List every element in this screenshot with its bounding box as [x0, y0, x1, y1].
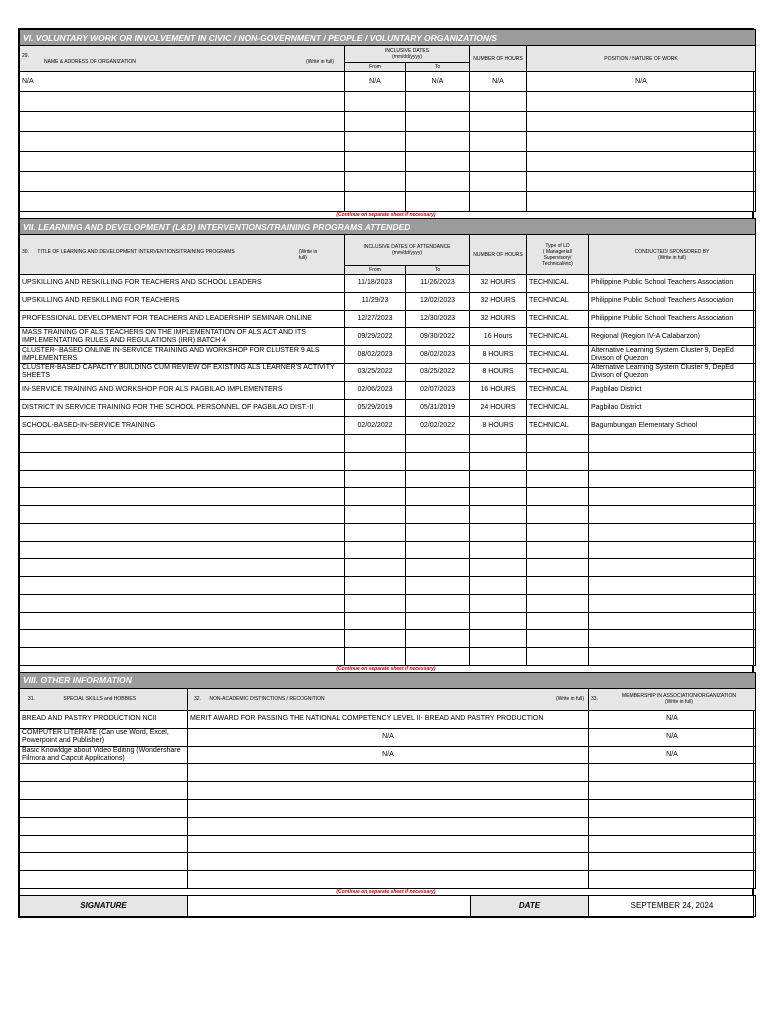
type-cell[interactable]: [527, 577, 589, 595]
org-cell[interactable]: [20, 112, 345, 132]
to-cell[interactable]: [406, 435, 470, 453]
voluntary-org-header: [20, 46, 345, 72]
to-cell[interactable]: 03/25/2022: [406, 363, 470, 381]
type-cell[interactable]: [527, 435, 589, 453]
type-cell[interactable]: TECHNICAL: [527, 346, 589, 364]
from-cell[interactable]: [345, 452, 406, 470]
table-row: [20, 630, 756, 648]
hours-cell[interactable]: [470, 452, 527, 470]
distinction-cell[interactable]: N/A: [188, 746, 589, 764]
sponsor-label: CONDUCTED/ SPONSORED BY: [634, 248, 710, 255]
sponsor-cell[interactable]: Pagbilao District: [589, 399, 756, 417]
title-column-note: (Write in full): [298, 248, 318, 261]
sponsor-note: (Write in full): [658, 254, 686, 261]
to-cell[interactable]: [406, 577, 470, 595]
table-row: [20, 363, 756, 381]
table-row: [20, 92, 756, 112]
type-cell[interactable]: [527, 612, 589, 630]
learning-type-header: [527, 235, 589, 275]
sponsor-cell[interactable]: Bagumbungan Elementary School: [589, 417, 756, 435]
position-cell[interactable]: [527, 92, 756, 112]
to-cell[interactable]: [406, 470, 470, 488]
from-cell[interactable]: [345, 112, 406, 132]
skill-cell[interactable]: [20, 764, 188, 782]
position-cell[interactable]: [527, 192, 756, 212]
training-title-cell[interactable]: [20, 541, 345, 559]
training-title-cell[interactable]: [20, 594, 345, 612]
to-cell[interactable]: [406, 523, 470, 541]
position-cell[interactable]: [527, 152, 756, 172]
to-cell[interactable]: 09/30/2022: [406, 328, 470, 346]
membership-cell[interactable]: [589, 764, 756, 782]
training-title-cell[interactable]: DISTRICT IN SERVICE TRAINING FOR THE SCHOOL PERSONNEL OF PAGBILAO DIST.-II: [20, 399, 345, 417]
distinction-cell[interactable]: [188, 835, 589, 853]
other-section-title: VIII. OTHER INFORMATION: [20, 672, 756, 688]
hours-cell[interactable]: [470, 92, 527, 112]
distinction-cell[interactable]: [188, 799, 589, 817]
from-cell[interactable]: 11/18/2023: [345, 275, 406, 293]
learning-development-table: [19, 218, 756, 666]
hours-cell[interactable]: [470, 470, 527, 488]
training-title-cell[interactable]: [20, 435, 345, 453]
sponsor-cell[interactable]: Alternative Learning System Cluster 9, DepEd Divison of Quezon: [589, 363, 756, 381]
hours-cell[interactable]: [470, 630, 527, 648]
to-cell[interactable]: 12/30/2023: [406, 310, 470, 328]
position-cell[interactable]: [527, 112, 756, 132]
table-row: [20, 559, 756, 577]
type-cell[interactable]: [527, 452, 589, 470]
learning-section-title: VII. LEARNING AND DEVELOPMENT (L&D) INTERVENTIONS/TRAINING PROGRAMS ATTENDED: [20, 219, 756, 235]
distinction-cell[interactable]: [188, 871, 589, 889]
type-cell[interactable]: [527, 648, 589, 666]
item-number: 30.: [22, 248, 29, 255]
voluntary-section-title: VI. VOLUNTARY WORK OR INVOLVEMENT IN CIVIC / NON-GOVERNMENT / PEOPLE / VOLUNTARY ORGANIZATION/S: [20, 30, 756, 46]
table-row: [20, 523, 756, 541]
sponsor-cell[interactable]: Philippine Public School Teachers Association: [589, 275, 756, 293]
skill-cell[interactable]: COMPUTER LITERATE (Can use Word, Excel, Powerpoint and Publisher): [20, 728, 188, 746]
training-title-cell[interactable]: PROFESSIONAL DEVELOPMENT FOR TEACHERS AND LEADERSHIP SEMINAR ONLINE: [20, 310, 345, 328]
dates-format: (mm/dd/yyyy): [392, 54, 422, 60]
continue-note: (Continue on separate sheet if necessary): [19, 666, 753, 672]
voluntary-hours-header: NUMBER OF HOURS: [470, 46, 527, 72]
from-cell[interactable]: N/A: [345, 72, 406, 92]
distinction-cell[interactable]: MERIT AWARD FOR PASSING THE NATIONAL COMPETENCY LEVEL II- BREAD AND PASTRY PRODUCTION: [188, 710, 589, 728]
type-cell[interactable]: [527, 488, 589, 506]
from-cell[interactable]: [345, 630, 406, 648]
type-cell[interactable]: TECHNICAL: [527, 363, 589, 381]
sponsor-cell[interactable]: [589, 559, 756, 577]
to-cell[interactable]: [406, 630, 470, 648]
training-title-cell[interactable]: [20, 559, 345, 577]
table-row: [20, 112, 756, 132]
org-cell[interactable]: [20, 192, 345, 212]
type-cell[interactable]: [527, 523, 589, 541]
type-cell[interactable]: [527, 506, 589, 524]
dates-label: INCLUSIVE DATES: [384, 48, 430, 54]
training-title-cell[interactable]: [20, 452, 345, 470]
skill-cell[interactable]: [20, 853, 188, 871]
skill-cell[interactable]: [20, 782, 188, 800]
from-cell[interactable]: 05/29/2019: [345, 399, 406, 417]
hours-cell[interactable]: [470, 612, 527, 630]
item-number: 31.: [28, 696, 35, 703]
table-row: [20, 799, 756, 817]
sponsor-cell[interactable]: [589, 488, 756, 506]
from-cell[interactable]: [345, 488, 406, 506]
membership-cell[interactable]: [589, 782, 756, 800]
training-title-cell[interactable]: MASS TRAINING OF ALS TEACHERS ON THE IMPLEMENTATION OF ALS ACT AND ITS IMPLEMENTATING RULES AND REGULATIONS (IRR) BATCH 4: [20, 328, 345, 346]
dates-format: (mm/dd/yyyy): [392, 250, 422, 256]
skills-header: [20, 688, 188, 710]
sponsor-cell[interactable]: [589, 612, 756, 630]
signature-field[interactable]: [188, 895, 471, 916]
from-cell[interactable]: [345, 541, 406, 559]
date-field[interactable]: SEPTEMBER 24, 2024: [589, 895, 756, 916]
org-cell[interactable]: [20, 172, 345, 192]
membership-column-note: (Write in full): [665, 699, 693, 706]
from-cell[interactable]: 11/29/23: [345, 292, 406, 310]
hours-cell[interactable]: [470, 648, 527, 666]
table-row: [20, 172, 756, 192]
from-cell[interactable]: [345, 594, 406, 612]
table-row: [20, 470, 756, 488]
sponsor-cell[interactable]: [589, 523, 756, 541]
from-cell[interactable]: [345, 435, 406, 453]
to-cell[interactable]: [406, 452, 470, 470]
training-title-cell[interactable]: CLUSTER-BASED CAPACITY BUILDING CUM REVIEW OF EXISTING ALS LEARNER'S ACTIVITY SHEETS: [20, 363, 345, 381]
table-row: [20, 506, 756, 524]
table-row: [20, 452, 756, 470]
from-cell[interactable]: [345, 192, 406, 212]
hours-cell[interactable]: [470, 541, 527, 559]
skill-cell[interactable]: BREAD AND PASTRY PRODUCTION NCII: [20, 710, 188, 728]
from-cell[interactable]: 08/02/2023: [345, 346, 406, 364]
sponsor-cell[interactable]: [589, 452, 756, 470]
sponsor-cell[interactable]: Alternative Learning System Cluster 9, DepEd Divison of Quezon: [589, 346, 756, 364]
table-row: [20, 835, 756, 853]
other-information-table: [19, 672, 756, 889]
table-row: [20, 817, 756, 835]
to-cell[interactable]: [406, 172, 470, 192]
to-cell[interactable]: [406, 541, 470, 559]
hours-cell[interactable]: 8 HOURS: [470, 363, 527, 381]
sponsor-cell[interactable]: [589, 470, 756, 488]
table-row: [20, 152, 756, 172]
sponsor-cell[interactable]: [589, 541, 756, 559]
table-row: [20, 728, 756, 746]
membership-cell[interactable]: N/A: [589, 710, 756, 728]
table-row: [20, 853, 756, 871]
type-cell[interactable]: TECHNICAL: [527, 292, 589, 310]
type-cell[interactable]: TECHNICAL: [527, 275, 589, 293]
table-row: [20, 328, 756, 346]
hours-cell[interactable]: 32 HOURS: [470, 310, 527, 328]
membership-cell[interactable]: N/A: [589, 746, 756, 764]
to-cell[interactable]: 02/02/2022: [406, 417, 470, 435]
type-cell[interactable]: TECHNICAL: [527, 310, 589, 328]
membership-cell[interactable]: N/A: [589, 728, 756, 746]
from-cell[interactable]: [345, 648, 406, 666]
sponsor-cell[interactable]: [589, 648, 756, 666]
distinction-cell[interactable]: N/A: [188, 728, 589, 746]
membership-cell[interactable]: [589, 817, 756, 835]
org-column-note: (Write in full): [306, 58, 334, 65]
table-row: [20, 541, 756, 559]
distinction-cell[interactable]: [188, 764, 589, 782]
distinction-cell[interactable]: [188, 817, 589, 835]
item-number: 29.: [22, 52, 29, 59]
membership-cell[interactable]: [589, 853, 756, 871]
org-cell[interactable]: [20, 152, 345, 172]
to-cell[interactable]: 02/07/2023: [406, 381, 470, 399]
distinctions-column-label: NON-ACADEMIC DISTINCTIONS / RECOGNITION: [209, 696, 325, 703]
dates-label: INCLUSIVE DATES OF ATTENDANCE: [363, 244, 451, 250]
sponsor-cell[interactable]: [589, 506, 756, 524]
training-title-cell[interactable]: [20, 630, 345, 648]
hours-cell[interactable]: 32 HOURS: [470, 292, 527, 310]
table-row: [20, 746, 756, 764]
table-row: [20, 399, 756, 417]
to-cell[interactable]: [406, 112, 470, 132]
to-cell[interactable]: [406, 132, 470, 152]
table-row: [20, 764, 756, 782]
to-cell[interactable]: 05/31/2019: [406, 399, 470, 417]
hours-cell[interactable]: [470, 172, 527, 192]
to-cell[interactable]: [406, 92, 470, 112]
type-sub: ( Managerial/ Supervisory/ Technical/etc): [542, 248, 573, 267]
type-cell[interactable]: TECHNICAL: [527, 328, 589, 346]
table-row: [20, 192, 756, 212]
learning-sponsor-header: [589, 235, 756, 275]
type-label: Type of LD: [545, 242, 570, 249]
type-cell[interactable]: [527, 470, 589, 488]
training-title-cell[interactable]: [20, 488, 345, 506]
type-cell[interactable]: [527, 541, 589, 559]
training-title-cell[interactable]: SCHOOL-BASED-IN-SERVICE TRAINING: [20, 417, 345, 435]
from-cell[interactable]: [345, 132, 406, 152]
training-title-cell[interactable]: CLUSTER- BASED ONLINE IN-SERVICE TRAINING AND WORKSHOP FOR CLUSTER 9 ALS IMPLEMENTERS: [20, 346, 345, 364]
hours-cell[interactable]: [470, 435, 527, 453]
from-cell[interactable]: [345, 612, 406, 630]
from-cell[interactable]: 02/06/2023: [345, 381, 406, 399]
table-row: [20, 417, 756, 435]
sponsor-cell[interactable]: Regional (Region IV-A Calabarzon): [589, 328, 756, 346]
table-row: [20, 292, 756, 310]
hours-cell[interactable]: 8 HOURS: [470, 417, 527, 435]
table-row: [20, 488, 756, 506]
hours-cell[interactable]: 24 HOURS: [470, 399, 527, 417]
hours-cell[interactable]: [470, 577, 527, 595]
from-cell[interactable]: [345, 523, 406, 541]
voluntary-dates-header: [345, 46, 470, 63]
hours-cell[interactable]: [470, 132, 527, 152]
distinction-cell[interactable]: [188, 782, 589, 800]
position-cell[interactable]: [527, 132, 756, 152]
hours-cell[interactable]: [470, 506, 527, 524]
hours-cell[interactable]: [470, 523, 527, 541]
continue-note: (Continue on separate sheet if necessary): [19, 212, 753, 218]
training-title-cell[interactable]: [20, 506, 345, 524]
to-cell[interactable]: [406, 152, 470, 172]
hours-cell[interactable]: 16 Hours: [470, 328, 527, 346]
voluntary-work-table: [19, 29, 756, 212]
hours-cell[interactable]: [470, 594, 527, 612]
from-header: From: [345, 63, 406, 72]
signature-table: [19, 895, 756, 917]
sponsor-cell[interactable]: Philippine Public School Teachers Association: [589, 292, 756, 310]
skill-cell[interactable]: Basic Knowldge about Video Editing (Wondershare Filmora and Capcut Applications): [20, 746, 188, 764]
table-row: [20, 710, 756, 728]
membership-cell[interactable]: [589, 871, 756, 889]
type-cell[interactable]: [527, 559, 589, 577]
from-cell[interactable]: [345, 92, 406, 112]
skill-cell[interactable]: [20, 817, 188, 835]
continue-note: (Continue on separate sheet if necessary): [19, 889, 753, 895]
pds-form-page: [18, 28, 754, 918]
sponsor-cell[interactable]: [589, 594, 756, 612]
from-cell[interactable]: [345, 152, 406, 172]
table-row: [20, 782, 756, 800]
to-cell[interactable]: 12/02/2023: [406, 292, 470, 310]
membership-cell[interactable]: [589, 835, 756, 853]
table-row: [20, 381, 756, 399]
membership-column-label: MEMBERSHIP IN ASSOCIATION/ORGANIZATION: [622, 693, 736, 700]
skill-cell[interactable]: [20, 871, 188, 889]
to-cell[interactable]: [406, 612, 470, 630]
table-row: [20, 594, 756, 612]
to-cell[interactable]: 08/02/2023: [406, 346, 470, 364]
type-cell[interactable]: TECHNICAL: [527, 399, 589, 417]
hours-cell[interactable]: [470, 112, 527, 132]
training-title-cell[interactable]: UPSKILLING AND RESKILLING FOR TEACHERS AND SCHOOL LEADERS: [20, 275, 345, 293]
hours-cell[interactable]: [470, 192, 527, 212]
table-row: [20, 648, 756, 666]
hours-cell[interactable]: [470, 488, 527, 506]
from-cell[interactable]: 09/29/2022: [345, 328, 406, 346]
org-column-label: NAME & ADDRESS OF ORGANIZATION: [44, 58, 136, 65]
hours-cell[interactable]: [470, 559, 527, 577]
table-row: [20, 310, 756, 328]
to-cell[interactable]: 11/26/2023: [406, 275, 470, 293]
skill-cell[interactable]: [20, 835, 188, 853]
to-header: To: [406, 266, 470, 275]
training-title-cell[interactable]: [20, 523, 345, 541]
sponsor-cell[interactable]: [589, 630, 756, 648]
distinctions-header: [188, 688, 589, 710]
signature-label: SIGNATURE: [20, 895, 188, 916]
org-cell[interactable]: [20, 132, 345, 152]
skill-cell[interactable]: [20, 799, 188, 817]
table-row: [20, 871, 756, 889]
learning-hours-header: NUMBER OF HOURS: [470, 235, 527, 275]
to-cell[interactable]: [406, 506, 470, 524]
table-row: [20, 577, 756, 595]
sponsor-cell[interactable]: [589, 435, 756, 453]
sponsor-cell[interactable]: [589, 577, 756, 595]
to-cell[interactable]: [406, 488, 470, 506]
hours-cell[interactable]: 8 HOURS: [470, 346, 527, 364]
distinction-cell[interactable]: [188, 853, 589, 871]
type-cell[interactable]: [527, 630, 589, 648]
hours-cell[interactable]: [470, 152, 527, 172]
training-title-cell[interactable]: [20, 612, 345, 630]
from-cell[interactable]: [345, 577, 406, 595]
type-cell[interactable]: TECHNICAL: [527, 381, 589, 399]
from-cell[interactable]: [345, 506, 406, 524]
table-row: [20, 612, 756, 630]
learning-dates-header: [345, 235, 470, 266]
type-cell[interactable]: TECHNICAL: [527, 417, 589, 435]
org-cell[interactable]: N/A: [20, 72, 345, 92]
to-cell[interactable]: [406, 594, 470, 612]
date-label: DATE: [471, 895, 589, 916]
table-row: [20, 435, 756, 453]
membership-cell[interactable]: [589, 799, 756, 817]
training-title-cell[interactable]: [20, 470, 345, 488]
hours-cell[interactable]: 16 HOURS: [470, 381, 527, 399]
from-cell[interactable]: [345, 470, 406, 488]
sponsor-cell[interactable]: Philippine Public School Teachers Association: [589, 310, 756, 328]
to-cell[interactable]: [406, 648, 470, 666]
training-title-cell[interactable]: UPSKILLING AND RESKILLING FOR TEACHERS: [20, 292, 345, 310]
training-title-cell[interactable]: IN-SERVICE TRAINING AND WORKSHOP FOR ALS PAGBILAO IMPLEMENTERS: [20, 381, 345, 399]
to-cell[interactable]: N/A: [406, 72, 470, 92]
table-row: [20, 72, 756, 92]
item-number: 33.: [591, 696, 598, 703]
distinctions-column-note: (Write in full): [556, 696, 584, 703]
sponsor-cell[interactable]: Pagbilao District: [589, 381, 756, 399]
from-cell[interactable]: 12/27/2023: [345, 310, 406, 328]
training-title-cell[interactable]: [20, 648, 345, 666]
to-cell[interactable]: [406, 559, 470, 577]
hours-cell[interactable]: 32 HOURS: [470, 275, 527, 293]
membership-header: [589, 688, 756, 710]
hours-cell[interactable]: N/A: [470, 72, 527, 92]
org-cell[interactable]: [20, 92, 345, 112]
title-column-label: TITLE OF LEARNING AND DEVELOPMENT INTERVENTIONS/TRAINING PROGRAMS: [37, 248, 235, 255]
table-row: [20, 275, 756, 293]
skills-column-label: SPECIAL SKILLS and HOBBIES: [63, 696, 137, 703]
from-cell[interactable]: [345, 559, 406, 577]
table-row: [20, 132, 756, 152]
to-cell[interactable]: [406, 192, 470, 212]
voluntary-position-header: POSITION / NATURE OF WORK: [527, 46, 756, 72]
type-cell[interactable]: [527, 594, 589, 612]
table-row: [20, 346, 756, 364]
training-title-cell[interactable]: [20, 577, 345, 595]
learning-title-header: [20, 235, 345, 275]
from-header: From: [345, 266, 406, 275]
position-cell[interactable]: [527, 172, 756, 192]
to-header: To: [406, 63, 470, 72]
item-number: 32.: [194, 696, 201, 703]
from-cell[interactable]: [345, 172, 406, 192]
position-cell[interactable]: N/A: [527, 72, 756, 92]
from-cell[interactable]: 02/02/2022: [345, 417, 406, 435]
from-cell[interactable]: 03/25/2022: [345, 363, 406, 381]
